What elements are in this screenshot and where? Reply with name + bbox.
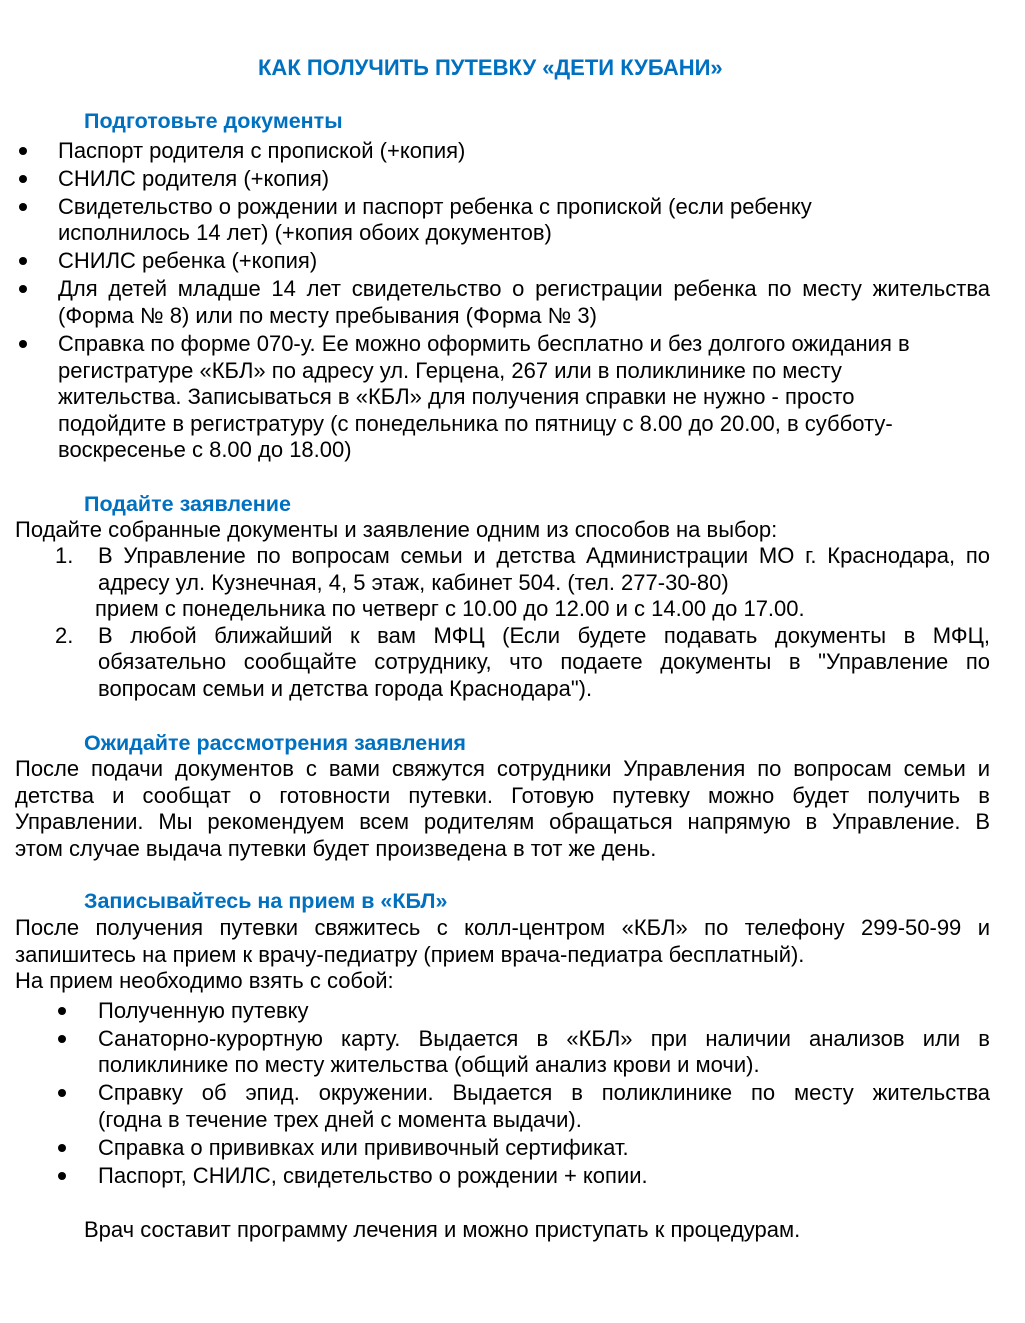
bullet-icon — [19, 147, 27, 155]
paragraph-line: Управлении. Мы рекомендуем всем родителям обращаться напрямую в Управление. В — [15, 809, 990, 834]
list-item: Паспорт, СНИЛС, свидетельство о рождении + копии. — [98, 1163, 648, 1188]
list-item: Для детей младше 14 лет свидетельство о регистрации ребенка по месту жительства — [58, 276, 990, 301]
paragraph-line: этом случае выдача путевки будет произведена в тот же день. — [15, 836, 657, 861]
bullet-icon — [58, 1144, 66, 1152]
paragraph-line: запишитесь на прием к врачу-педиатру (прием врача-педиатра бесплатный). — [15, 942, 805, 967]
bullet-icon — [58, 1035, 66, 1043]
paragraph-line: детства и сообщат о готовности путевки. Готовую путевку можно будет получить в — [15, 783, 990, 808]
paragraph-line: На прием необходимо взять с собой: — [15, 968, 394, 993]
numbered-item-continuation: вопросам семьи и детства города Краснодара"). — [98, 676, 593, 701]
list-item-continuation: регистратуре «КБЛ» по адресу ул. Герцена, 267 или в поликлинике по месту — [58, 358, 842, 383]
section-heading-application: Подайте заявление — [84, 492, 291, 516]
list-item: Паспорт родителя с пропиской (+копия) — [58, 138, 466, 163]
section-heading-waiting: Ожидайте рассмотрения заявления — [84, 731, 466, 755]
numbered-item-continuation: обязательно сообщайте сотруднику, что подаете документы в "Управление по — [98, 649, 990, 674]
list-number: 2. — [55, 623, 74, 648]
list-item: Справка по форме 070-у. Ее можно оформить бесплатно и без долгого ожидания в — [58, 331, 910, 356]
bullet-icon — [19, 203, 27, 211]
numbered-item-continuation: адресу ул. Кузнечная, 4, 5 этаж, кабинет 504. (тел. 277-30-80) — [98, 570, 729, 595]
bullet-icon — [19, 257, 27, 265]
list-item: Свидетельство о рождении и паспорт ребенка с пропиской (если ребенку — [58, 194, 812, 219]
list-item: СНИЛС родителя (+копия) — [58, 166, 330, 191]
list-item: Справка о прививках или прививочный сертификат. — [98, 1135, 629, 1160]
paragraph-line: После получения путевки свяжитесь с колл-центром «КБЛ» по телефону 299-50-99 и — [15, 915, 990, 940]
list-item-continuation: (Форма № 8) или по месту пребывания (Форма № 3) — [58, 303, 597, 328]
bullet-icon — [58, 1172, 66, 1180]
list-item-continuation: (годна в течение трех дней с момента выдачи). — [98, 1107, 582, 1132]
list-item-continuation: жительства. Записываться в «КБЛ» для получения справки не нужно - просто — [58, 384, 855, 409]
section-heading-documents: Подготовьте документы — [84, 109, 343, 133]
list-item: Справку об эпид. окружении. Выдается в поликлинике по месту жительства — [98, 1080, 990, 1105]
list-item: СНИЛС ребенка (+копия) — [58, 248, 318, 273]
bullet-icon — [19, 175, 27, 183]
page-title: КАК ПОЛУЧИТЬ ПУТЕВКУ «ДЕТИ КУБАНИ» — [258, 55, 723, 80]
paragraph-line: После подачи документов с вами свяжутся сотрудники Управления по вопросам семьи и — [15, 756, 990, 781]
section-intro: Подайте собранные документы и заявление одним из способов на выбор: — [15, 517, 778, 542]
section-heading-appointment: Записывайтесь на прием в «КБЛ» — [84, 889, 448, 913]
list-item-continuation: исполнилось 14 лет) (+копия обоих документов) — [58, 220, 552, 245]
list-item: Полученную путевку — [98, 998, 309, 1023]
list-item-continuation: поликлинике по месту жительства (общий анализ крови и мочи). — [98, 1052, 760, 1077]
bullet-icon — [58, 1007, 66, 1015]
closing-note: Врач составит программу лечения и можно приступать к процедурам. — [84, 1217, 801, 1242]
list-item: Санаторно-курортную карту. Выдается в «КБЛ» при наличии анализов или в — [98, 1026, 990, 1051]
list-item-continuation: подойдите в регистратуру (с понедельника по пятницу с 8.00 до 20.00, в субботу- — [58, 411, 893, 436]
bullet-icon — [19, 285, 27, 293]
list-number: 1. — [55, 543, 74, 568]
list-item-continuation: воскресенье с 8.00 до 18.00) — [58, 437, 352, 462]
numbered-item-continuation: прием с понедельника по четверг с 10.00 до 12.00 и с 14.00 до 17.00. — [95, 596, 805, 621]
numbered-item: В Управление по вопросам семьи и детства Администрации МО г. Краснодара, по — [98, 543, 990, 568]
bullet-icon — [58, 1089, 66, 1097]
numbered-item: В любой ближайший к вам МФЦ (Если будете подавать документы в МФЦ, — [98, 623, 990, 648]
bullet-icon — [19, 340, 27, 348]
